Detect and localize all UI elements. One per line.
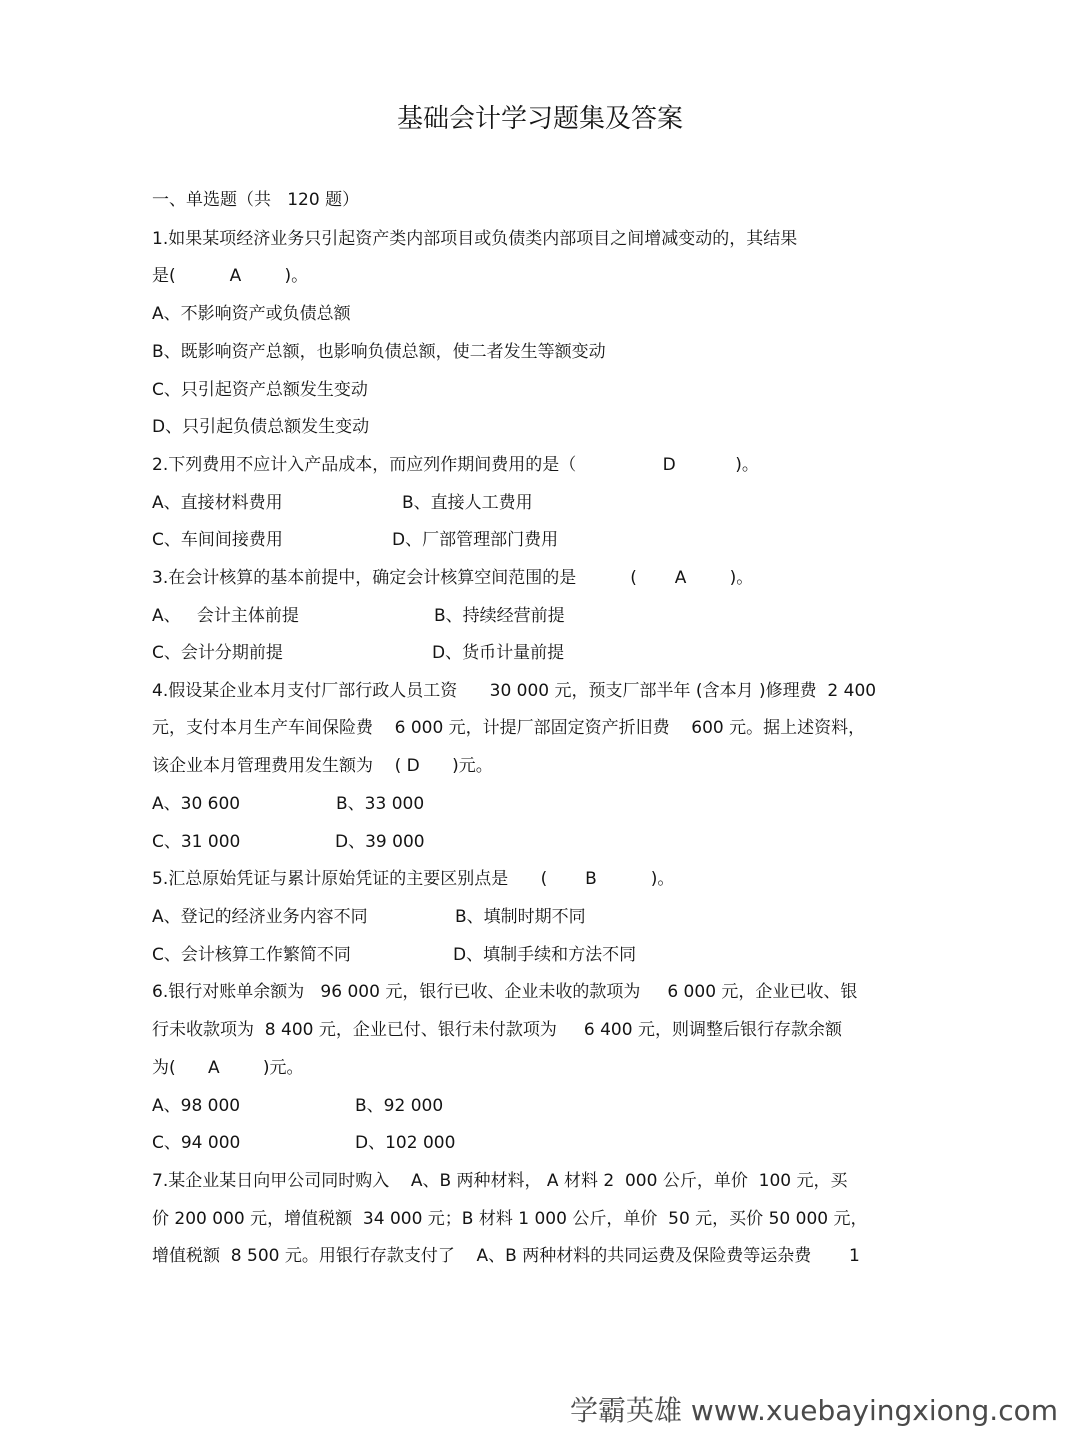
question-2-option-row-2 — [152, 528, 559, 552]
question-4-option-row-2 — [152, 830, 425, 854]
question-5-option-d: D、填制手续和方法不同 — [453, 945, 637, 965]
question-3-option-row-1 — [152, 604, 565, 628]
question-3-option-row-2 — [152, 641, 565, 665]
question-3-option-a: A、 会计主体前提 — [152, 606, 299, 626]
question-7-stem-line-2: 价 200 000 元，增值税额 34 000 元；B 材料 1 000 公斤，单价 50 元，买价 50 000 元， — [152, 1209, 868, 1229]
question-5-option-b: B、填制时期不同 — [455, 907, 586, 927]
question-2-option-row-1 — [152, 491, 533, 515]
question-6-option-row-1 — [152, 1094, 444, 1118]
question-2-option-b: B、直接人工费用 — [402, 493, 533, 513]
question-4-option-c: C、31 000 — [152, 832, 241, 852]
question-4-option-b: B、33 000 — [336, 794, 425, 814]
question-1-option-a: A、不影响资产或负债总额 — [152, 304, 351, 324]
question-2-option-d: D、厂部管理部门费用 — [392, 530, 559, 550]
question-1-option-b: B、既影响资产总额，也影响负债总额，使二者发生等额变动 — [152, 342, 606, 362]
question-6-option-row-2 — [152, 1131, 456, 1155]
question-5-option-a: A、登记的经济业务内容不同 — [152, 907, 368, 927]
question-5-stem-line-1: 5.汇总原始凭证与累计原始凭证的主要区别点是 ( B )。 — [152, 869, 675, 889]
question-5-option-row-2 — [152, 943, 637, 967]
question-1-stem-line-1: 1.如果某项经济业务只引起资产类内部项目或负债类内部项目之间增减变动的，其结果 — [152, 229, 798, 249]
question-6-stem-line-1: 6.银行对账单余额为 96 000 元，银行已收、企业未收的款项为 6 000 元，企业已收、银 — [152, 982, 858, 1002]
question-2-option-a: A、直接材料费用 — [152, 493, 283, 513]
question-7-stem-line-3: 增值税额 8 500 元。用银行存款支付了 A、B 两种材料的共同运费及保险费等运杂费 1 — [152, 1246, 860, 1266]
question-4-stem-line-2: 元，支付本月生产车间保险费 6 000 元，计提厂部固定资产折旧费 600 元。据上述资料， — [152, 718, 866, 738]
question-6-stem-line-2: 行未收款项为 8 400 元，企业已付、银行未付款项为 6 400 元，则调整后银行存款余额 — [152, 1020, 842, 1040]
question-6-option-d: D、102 000 — [355, 1133, 456, 1153]
question-4-stem-line-3: 该企业本月管理费用发生额为 ( D )元。 — [152, 756, 493, 776]
question-3-option-b: B、持续经营前提 — [434, 606, 565, 626]
question-1-option-c: C、只引起资产总额发生变动 — [152, 380, 368, 400]
question-1-stem-line-2: 是( A )。 — [152, 266, 309, 286]
question-3-option-c: C、会计分期前提 — [152, 643, 283, 663]
question-1-option-d: D、只引起负债总额发生变动 — [152, 417, 370, 437]
question-4-option-a: A、30 600 — [152, 794, 241, 814]
question-4-stem-line-1: 4.假设某企业本月支付厂部行政人员工资 30 000 元，预支厂部半年 (含本月 )修理费 2 400 — [152, 681, 877, 701]
question-6-option-a: A、98 000 — [152, 1096, 241, 1116]
question-7-stem-line-1: 7.某企业某日向甲公司同时购入 A、B 两种材料， A 材料 2 000 公斤，单价 100 元，买 — [152, 1171, 848, 1191]
question-2-stem-line-1: 2.下列费用不应计入产品成本，而应列作期间费用的是（ D )。 — [152, 455, 759, 475]
question-3-option-d: D、货币计量前提 — [432, 643, 565, 663]
document-title: 基础会计学习题集及答案 — [396, 104, 683, 134]
site-watermark: 学霸英雄 www.xuebayingxiong.com — [570, 1394, 1058, 1427]
question-4-option-d: D、39 000 — [335, 832, 425, 852]
question-6-option-c: C、94 000 — [152, 1133, 241, 1153]
question-2-option-c: C、车间间接费用 — [152, 530, 283, 550]
question-5-option-c: C、会计核算工作繁简不同 — [152, 945, 351, 965]
question-3-stem-line-1: 3.在会计核算的基本前提中，确定会计核算空间范围的是 ( A )。 — [152, 568, 754, 588]
question-6-option-b: B、92 000 — [355, 1096, 444, 1116]
section-heading: 一、单选题（共 120 题） — [152, 190, 360, 210]
question-5-option-row-1 — [152, 905, 586, 929]
question-6-stem-line-3: 为( A )元。 — [152, 1058, 304, 1078]
question-4-option-row-1 — [152, 792, 425, 816]
